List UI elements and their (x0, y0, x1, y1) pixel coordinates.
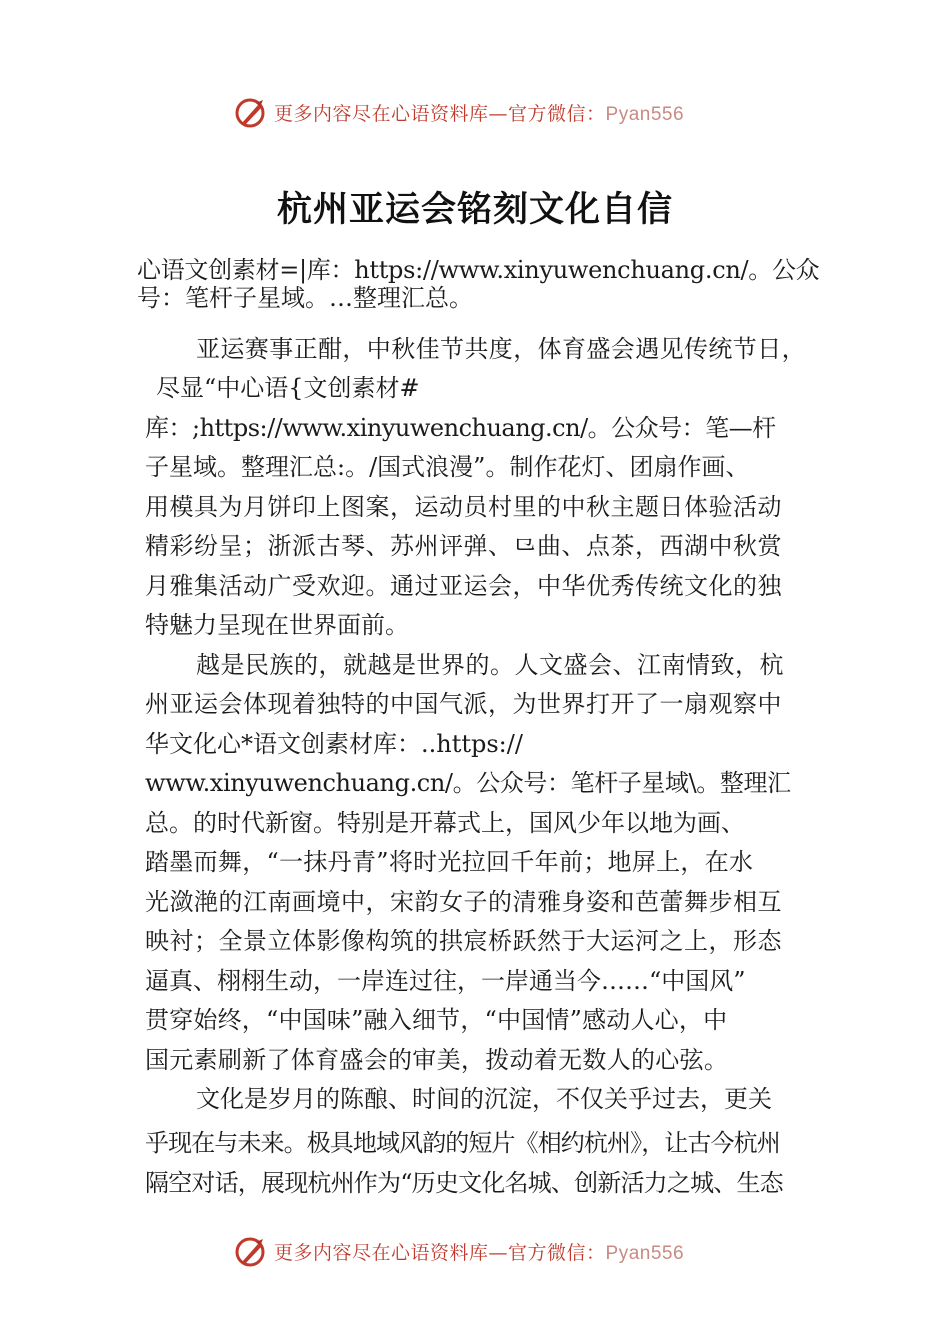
pen-logo-icon (233, 1235, 267, 1269)
body-line: 特魅力呈现在世界面前。 (145, 611, 409, 639)
body-line: 光潋滟的江南画境中，宋韵女子的清雅身姿和芭蕾舞步相互 (145, 888, 782, 916)
body-line: 乎现在与未来。极具地域风韵的短片《相约杭州》，让古今杭州 (145, 1129, 780, 1157)
banner-label: 更多内容尽在心语资料库—官方微信： (274, 1242, 606, 1264)
body-line: 国元素刷新了体育盛会的审美，拨动着无数人的心弦。 (145, 1046, 729, 1074)
header-banner (0, 94, 950, 134)
footer-banner (0, 1233, 950, 1273)
body-line: 尽显“中心语{文创素材# (156, 374, 420, 402)
body-line: 月雅集活动广受欢迎。通过亚运会，中华优秀传统文化的独 (145, 572, 782, 600)
body-line: 文化是岁月的陈酿、时间的沉淀，不仅关乎过去，更关 (196, 1085, 772, 1113)
body-line: 踏墨而舞，“一抹丹青”将时光拉回千年前；地屏上，在水 (145, 848, 754, 876)
body-line: 总。的时代新窗。特别是开幕式上，国风少年以地为画、 (145, 809, 745, 837)
body-line: 亚运赛事正酣，中秋佳节共度，体育盛会遇见传统节日， (196, 335, 806, 363)
body-line: 子星域。整理汇总:。/国式浪漫”。制作花灯、团扇作画、 (145, 453, 750, 481)
wechat-id: Pyan556 (605, 104, 685, 125)
body-line: www.xinyuwenchuang.cn/。公众号：笔杆子星域\。整理汇 (145, 769, 791, 797)
page-title: 杭州亚运会铭刻文化自信 (276, 189, 673, 230)
body-line: 逼真、栩栩生动，一岸连过往，一岸通当今……“中国风” (145, 967, 746, 995)
body-line: 精彩纷呈；浙派古琴、苏州评弹、⺋曲、点茶，西湖中秋赏 (145, 532, 782, 560)
pen-logo-icon (233, 96, 267, 130)
banner-label: 更多内容尽在心语资料库—官方微信： (274, 103, 606, 125)
source-line: 号：笔杆子星域。…整理汇总。 (137, 284, 473, 312)
body-line: 贯穿始终，“中国味”融入细节，“中国情”感动人心，中 (145, 1006, 728, 1034)
body-line: 隔空对话，展现杭州作为“历史文化名城、创新活力之城、生态 (145, 1169, 783, 1197)
source-line: 心语文创素材=|库：https://www.xinyuwenchuang.cn/。公众 (137, 256, 820, 284)
body-line: 用模具为月饼印上图案，运动员村里的中秋主题日体验活动 (145, 493, 782, 521)
body-line: 库：;https://www.xinyuwenchuang.cn/。公众号：笔—杆 (145, 414, 776, 442)
body-line: 映衬；全景立体影像构筑的拱宸桥跃然于大运河之上，形态 (145, 927, 782, 955)
banner-text (274, 1241, 684, 1266)
banner-text (274, 102, 684, 127)
wechat-id: Pyan556 (605, 1243, 685, 1264)
body-line: 华文化心*语文创素材库：..https:// (145, 730, 523, 758)
body-line: 越是民族的，就越是世界的。人文盛会、江南情致，杭 (196, 651, 784, 679)
body-line: 州亚运会体现着独特的中国气派，为世界打开了一扇观察中 (145, 690, 782, 718)
